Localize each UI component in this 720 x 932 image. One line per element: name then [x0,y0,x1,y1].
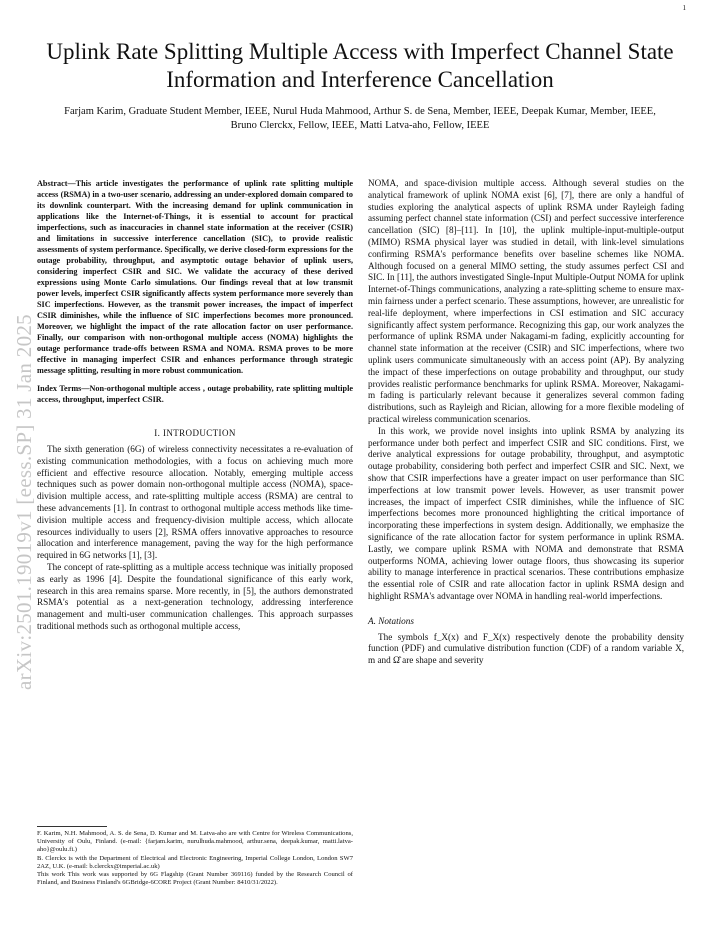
footnote-funding: This work This work was supported by 6G Flagship (Grant Number 369116) funded by the Research Council of Finland, and Business Finland's 6GBridge-6CORE Project (Grant Number: 8410/31/2022). [37,871,353,887]
author-list: Farjam Karim, Graduate Student Member, IEEE, Nurul Huda Mahmood, Arthur S. de Sena, Member, IEEE, Deepak Kumar, Member, IEEE, Bruno Clerckx, Fellow, IEEE, Matti Latva-aho, Fellow, IEEE [64,106,656,131]
footnote-affiliation: F. Karim, N.H. Mahmood, A. S. de Sena, D. Kumar and M. Latva-aho are with Centre for Wireless Communications, University of Oulu, Finland. (e-mail: {farjam.karim, nurulhuda.mahmood, arthur.sena, deepak.kumar, matti.latva-aho}@oulu.fi.) [37,830,353,854]
body-paragraph: NOMA, and space-division multiple access. Although several studies on the analytical framework of uplink NOMA exist [6], [7], there are only a handful of studies exploring the analytical aspects of uplink RSMA under Rayleigh fading assuming perfect channel state information (CSI) and perfect successive interference cancellation (SIC) [8]–[11]. In [10], the uplink multiple-input-multiple-output (MIMO) RSMA physical layer was studied in detail, with link-level simulations confirming RSMA's performance benefits over baseline schemes like NOMA. Although focused on a general MIMO setting, the study assumes perfect CSI and SIC. In [11], the authors investigated Single-Input Multiple-Output NOMA for uplink Internet-of-Things communications, analyzing a rate-splitting scheme to ensure max-min fairness under a perfect scenario. These assumptions, however, are unrealistic for real-life deployment, where imperfections in CSI estimation and SIC accuracy significantly affect system performance. Recognizing this gap, our work analyzes the performance of uplink RSMA under Nakagami-m fading, explicitly accounting for channel state information at the receiver (CSIR) and SIC imperfections, where two uplink users communicate simultaneously with an access point (AP). By analyzing the impact of these imperfections on outage probability and throughput, our study provides realistic performance benchmarks for uplink RSMA. Moreover, Nakagami-m fading is particularly relevant because it generalizes several common fading distributions, such as Rayleigh and Rician, allowing for a more flexible modeling of practical wireless communication scenarios. [368,178,684,424]
arxiv-sidebar [12,250,38,690]
intro-paragraph: The concept of rate-splitting as a multiple access technique was initially proposed as early as 1996 [4]. Despite the foundational significance of this early work, research in this area remains sparse. More recently, in [5], the authors demonstrated RSMA's potential as a next-generation technology, addressing interference management and multi-user communication challenges. This approach surpasses traditional methods such as orthogonal multiple access, [37,561,353,631]
abstract: Abstract—This article investigates the performance of uplink rate splitting multiple access (RSMA) in a two-user scenario, addressing an under-explored domain compared to its downlink counterpart. With the increasing demand for uplink communication in applications like the Internet-of-Things, it is essential to account for practical imperfections, such as inaccuracies in channel state information at the receiver (CSIR) and limitations in successive interference cancellation (SIC), to provide realistic assessments of system performance. Specifically, we derive closed-form expressions for the outage probability, throughput, and asymptotic outage behavior of uplink users, considering imperfect CSIR and SIC. We validate the accuracy of these derived expressions using Monte Carlo simulations. Our findings reveal that at low transmit power levels, imperfect CSIR significantly affects system performance more severely than SIC imperfections. However, as the transmit power increases, the impact of imperfect CSIR diminishes, while the influence of SIC imperfections becomes more pronounced. Moreover, we highlight the impact of the rate allocation factor on user performance. Finally, our comparison with non-orthogonal multiple access (NOMA) highlights the outage performance trade-offs between RSMA and NOMA. RSMA proves to be more effective in managing imperfect CSIR and enhances performance through strategic message splitting, resulting in more robust communication. [37,179,353,375]
intro-paragraph: The sixth generation (6G) of wireless connectivity necessitates a re-evaluation of existing communication methodologies, with a focus on achieving much more efficient and effective resource allocation. Notably, emerging multiple access techniques such as power domain non-orthogonal multiple access (NOMA), space-division multiple access, and rate-splitting multiple access (RSMA) are central to these advancements [1]. In contrast to orthogonal multiple access methods like time-division multiple access and frequency-division multiple access, which allocate resources individually to users [2], RSMA offers innovative approaches to resource allocation and interference management, paving the way for the high performance required in 6G networks [1], [3]. [37,444,353,561]
footnotes [37,830,353,887]
left-column [37,178,353,633]
paper-title: Uplink Rate Splitting Multiple Access with Imperfect Channel State Information and Interference Cancellation [46,39,674,92]
right-column [368,178,684,667]
footnote-divider [37,826,107,827]
page-number: 1 [682,4,686,12]
subsection-heading-notations: A. Notations [368,615,414,626]
footnote-affiliation: B. Clerckx is with the Department of Electrical and Electronic Engineering, Imperial College London, London SW7 2AZ, U.K. (e-mail: b.clerckx@imperial.ac.uk) [37,854,353,870]
body-paragraph: In this work, we provide novel insights into uplink RSMA by analyzing its performance under both perfect and imperfect CSIR and SIC conditions. First, we derive analytical expressions for outage probability, throughput, and asymptotic outage probability, considering both perfect and imperfect CSIR and SIC. Next, we show that CSIR imperfections have a greater impact on user performance than SIC imperfections at low transmit power levels. However, as user transmit power increases, the impact of imperfect CSIR diminishes, while the influence of SIC imperfections becomes more pronounced highlighting the critical importance of incorporating these imperfections in system design. Additionally, we emphasize the significance of the rate allocation factor for system performance in uplink RSMA. Lastly, we compare uplink RSMA with NOMA and demonstrate that RSMA outperforms NOMA, achieving lower outage floors, thus showcasing its superior ability to manage interference in practical scenarios. These contributions emphasize the essential role of CSIR and rate allocation factor in uplink RSMA design and highlight RSMA's advantage over NOMA in handling real-world imperfections. [368,425,684,601]
arxiv-identifier: arXiv:2501.19019v1 [eess.SP] 31 Jan 2025 [12,314,36,690]
section-heading-introduction: I. INTRODUCTION [154,428,236,438]
notations-paragraph: The symbols f_X(x) and F_X(x) respectively denote the probability density function (PDF) and cumulative distribution function (CDF) of a random variable X, m and Ω̂ are shape and severity [368,631,684,666]
index-terms: Index Terms—Non-orthogonal multiple access , outage probability, rate splitting multiple access, throughput, imperfect CSIR. [37,384,353,404]
